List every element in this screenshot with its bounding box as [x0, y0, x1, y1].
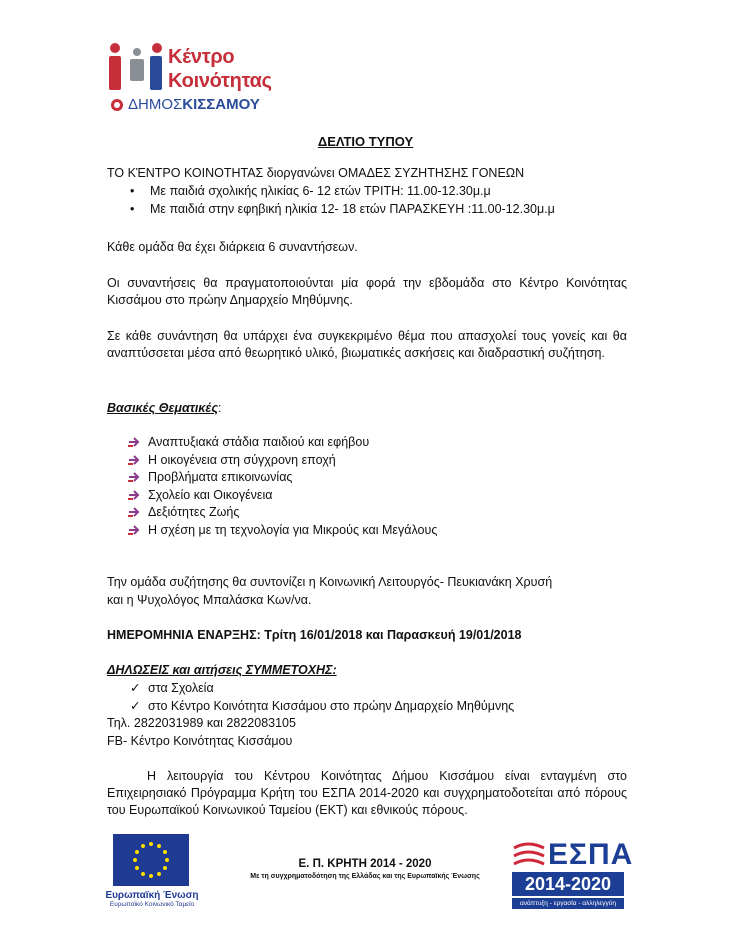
espa-tagline: ανάπτυξη - εργασία - αλληλεγγύη	[512, 898, 624, 909]
arrow-bullet-icon	[128, 524, 140, 536]
theme-item	[128, 469, 437, 487]
start-date: ΗΜΕΡΟΜΗΝΙΑ ΕΝΑΡΞΗΣ: Τρίτη 16/01/2018 και Παρασκευή 19/01/2018	[107, 628, 522, 642]
eu-caption: Ευρωπαϊκή Ένωση	[105, 890, 199, 901]
theme-text: Δεξιότητες Ζωής	[148, 505, 240, 519]
checkmark-icon: ✓	[130, 698, 141, 713]
bullet-icon: •	[130, 201, 135, 216]
arrow-bullet-icon	[128, 489, 140, 501]
logo-dimos-name: ΚΙΣΣΑΜΟΥ	[182, 96, 260, 113]
eu-subcaption: Ευρωπαϊκό Κοινωνικό Ταμείο	[109, 901, 195, 908]
bullet-icon: •	[130, 184, 135, 198]
themes-heading	[107, 400, 627, 417]
phone-text: Τηλ. 2822031989 και 2822083105	[107, 716, 296, 730]
theme-text: Η σχέση με τη τεχνολογία για Μικρούς και Μεγάλους	[148, 522, 438, 537]
duration-text: Κάθε ομάδα θα έχει διάρκεια 6 συναντήσεων.	[107, 240, 358, 254]
applications-heading	[107, 662, 627, 679]
espa-logo	[512, 836, 634, 916]
topic-text: Σε κάθε συνάντηση θα υπάρχει ένα συγκεκριμένο θέμα που απασχολεί τους γονείς και θα αναπτύσσεται μέσα από θεωρητικό υλικό, βιωματικές ασκήσεις και διαδραστική συζήτηση.	[107, 329, 627, 360]
logo-dimos	[128, 96, 260, 113]
themes-heading-text: Βασικές Θεματικές	[107, 401, 219, 415]
arrow-bullet-icon	[128, 471, 140, 483]
facebook-text: FB- Κέντρο Κοινότητας Κισσάμου	[107, 734, 293, 748]
group-item	[130, 183, 555, 201]
arrow-bullet-icon	[128, 506, 140, 518]
applications-heading-text: ΔΗΛΩΣΕΙΣ και αιτήσεις ΣΥΜΜΕΤΟΧΗΣ:	[107, 663, 337, 677]
application-place-text: στα Σχολεία	[148, 681, 214, 695]
family-figures-icon	[106, 42, 168, 98]
theme-item	[128, 487, 437, 505]
espa-word: ΕΣΠΑ	[548, 838, 634, 871]
logo-dimos-prefix: ΔΗΜΟΣ	[128, 96, 183, 113]
groups-list	[130, 183, 555, 218]
press-release-title: ΔΕΛΤΙΟ ΤΥΠΟΥ	[317, 134, 414, 149]
eu-flag-icon	[113, 834, 189, 886]
ep-subtitle: Με τη συγχρηματοδότηση της Ελλάδας και της Ευρωπαϊκής Ένωσης	[250, 873, 480, 880]
theme-item	[128, 522, 437, 540]
application-place-item	[128, 698, 514, 716]
theme-text: Αναπτυξιακά στάδια παιδιού και εφήβου	[148, 435, 370, 449]
espa-years: 2014-2020	[512, 872, 624, 896]
ep-title: Ε. Π. ΚΡΗΤΗ 2014 - 2020	[298, 858, 432, 870]
funding-text: Η λειτουργία του Κέντρου Κοινότητας Δήμου Κισσάμου είναι ενταγμένη στο Επιχειρησιακό Πρόγραμμα Κρήτη του ΕΣΠΑ 2014-2020 και συγχρηματοδοτείται από πόρους του Ευρωπαϊκού Κοινωνικού Ταμείου (ΕΚΤ) και εθνικούς πόρους.	[107, 769, 627, 817]
logo-title-line2: Κοινότητας	[168, 70, 272, 92]
application-place-text: στο Κέντρο Κοινότητα Κισσάμου στο πρώην Δημαρχείο Μηθύμνης	[148, 698, 515, 713]
theme-item	[128, 452, 437, 470]
coordinators-line2: και η Ψυχολόγος Μπαλάσκα Κων/να.	[107, 593, 312, 607]
application-place-item	[128, 680, 514, 698]
checkmark-icon: ✓	[130, 681, 141, 695]
theme-item	[128, 504, 437, 522]
eu-stars-icon	[113, 834, 189, 886]
themes-heading-colon: :	[218, 401, 222, 415]
arrow-bullet-icon	[128, 436, 140, 448]
footer-logos	[0, 828, 731, 938]
theme-text: Η οικογένεια στη σύγχρονη εποχή	[148, 452, 336, 467]
group-text: Με παιδιά σχολικής ηλικίας 6- 12 ετών ΤΡΙΤΗ: 11.00-12.30μ.μ	[150, 184, 491, 198]
arrow-bullet-icon	[128, 454, 140, 466]
location-text: Οι συναντήσεις θα πραγματοποιούνται μία φορά την εβδομάδα στο Κέντρο Κοινότητας Κισσάμου στο πρώην Δημαρχείο Μηθύμνης.	[107, 276, 627, 307]
coordinators-line1: Την ομάδα συζήτησης θα συντονίζει η Κοινωνική Λειτουργός- Πευκιανάκη Χρυσή	[107, 575, 553, 589]
kentro-koinotitas-logo	[106, 40, 296, 120]
theme-text: Προβλήματα επικοινωνίας	[148, 470, 293, 484]
group-text: Με παιδιά στην εφηβική ηλικία 12- 18 ετών ΠΑΡΑΣΚΕΥΗ :11.00-12.30μ.μ	[150, 201, 555, 216]
intro-text: ΤΟ ΚΈΝΤΡΟ ΚΟΙΝΟΤΗΤΑΣ διοργανώνει ΟΜΑΔΕΣ ΣΥΖΗΤΗΣΗΣ ΓΟΝΕΩΝ	[107, 166, 525, 180]
municipality-emblem-icon	[110, 98, 124, 112]
espa-swoosh-icon	[512, 838, 546, 872]
application-places-list	[128, 680, 514, 715]
group-item	[130, 201, 555, 219]
theme-item	[128, 434, 437, 452]
logo-title-line1: Κέντρο	[168, 46, 235, 68]
themes-list	[128, 434, 437, 539]
theme-text: Σχολείο και Οικογένεια	[148, 487, 273, 502]
